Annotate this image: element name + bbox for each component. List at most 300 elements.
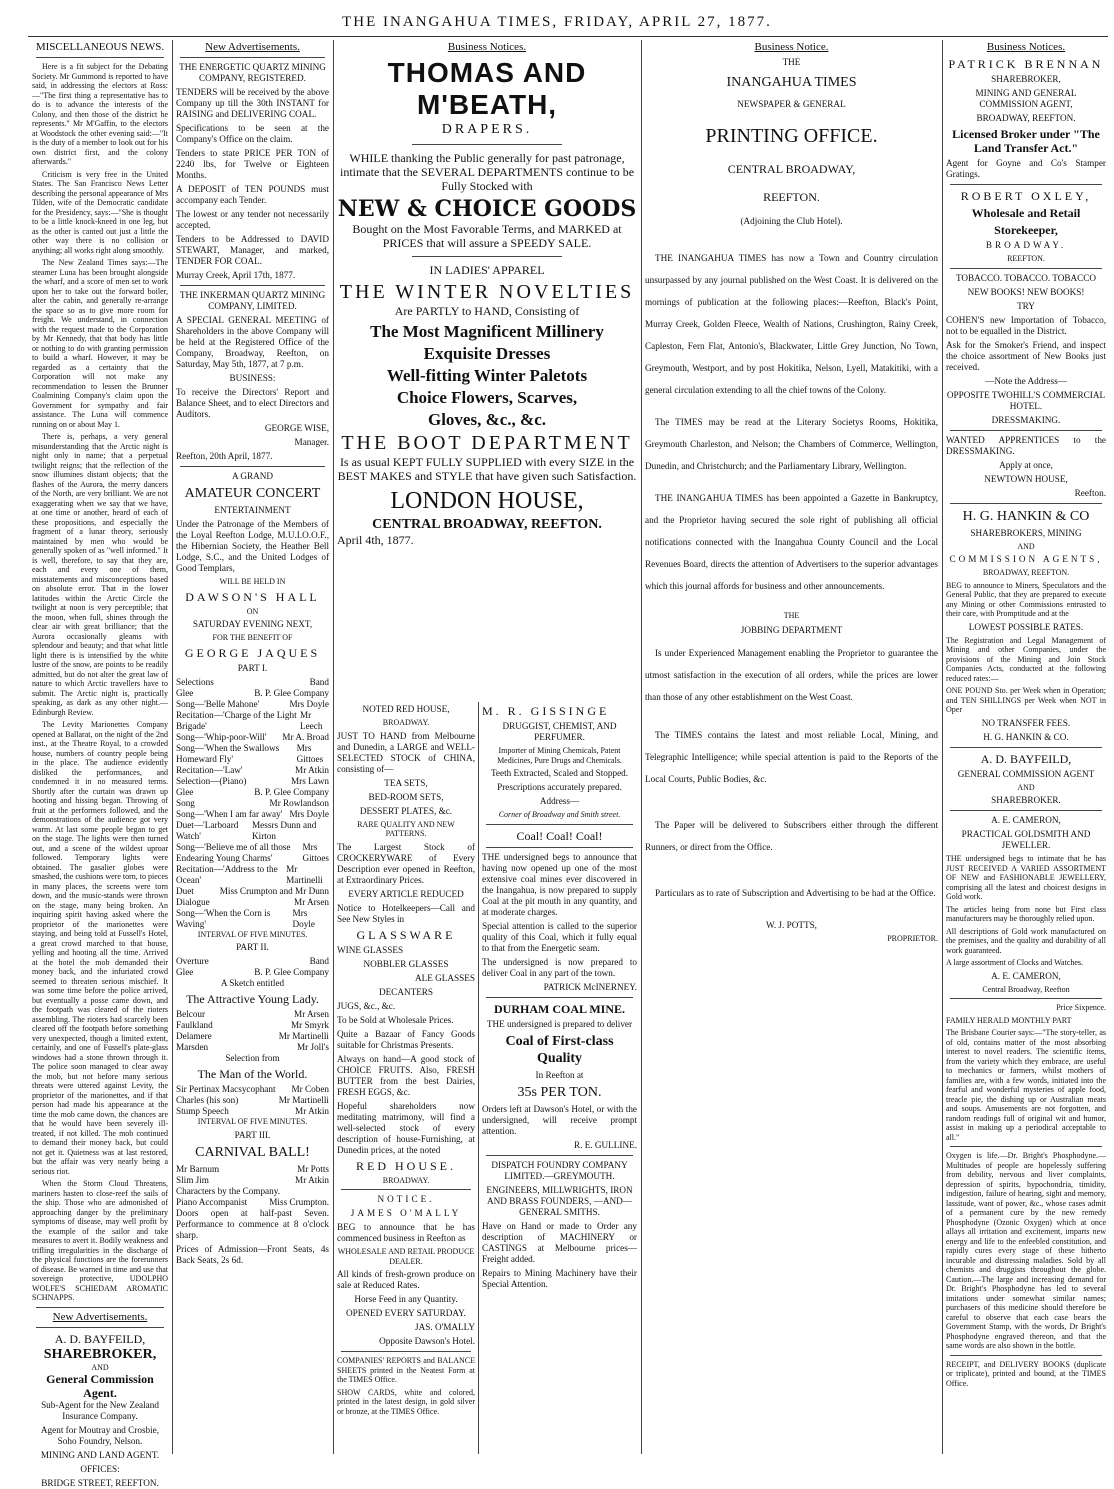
divider bbox=[412, 144, 562, 145]
news-item: Criticism is very free in the United States. The San Francisco News Letter describing the personal appearance of Mrs Tilden, wife of the Democratic candidate for the Presidency, says:—"She is thought to be a little knock-kneed in one leg, but as the other is canted out just a little the other way there is no collision or anything; all works right along smoothly. bbox=[32, 169, 168, 255]
advert-text: BROADWAY, REEFTON. bbox=[982, 568, 1070, 577]
advert-signature: Central Broadway, Reefton bbox=[982, 984, 1070, 994]
advert-text: All kinds of fresh-grown produce on sale at Reduced Rates. bbox=[337, 1269, 475, 1290]
programme-row bbox=[176, 886, 329, 897]
divider bbox=[36, 1327, 164, 1328]
column-times-notice bbox=[645, 40, 938, 1454]
news-item: The New Zealand Times says:—The steamer Luna has been brought alongside the wharf, and a score of men set to work upon her to take out the forward boiler, alter the cabin, and generally re-arrange the space so as to give more room for freight. We understand, in connection with the request made to the Corporation by Mr Kennedy, that that body has little or nothing to do with granting permission to build a wharf. However, it may be regarded as a certainty that the Corporation will not make any recommendation to lessen the Brunner Coalmining Company's claim upon the Government for sympathy and fair assistance. The Luna will commence running on or about May 1. bbox=[32, 258, 168, 429]
advert-heading: A. D. BAYFEILD, bbox=[980, 751, 1072, 766]
advert-heading: ENGINEERS, MILLWRIGHTS, IRON AND BRASS FOUNDERS, —AND— GENERAL SMITHS. bbox=[486, 1184, 633, 1217]
advert-text: TEA SETS, bbox=[384, 777, 428, 788]
programme-text: Prices of Admission—Front Seats, 4s Back Seats, 2s 6d. bbox=[176, 1243, 329, 1265]
programme-row bbox=[176, 967, 329, 978]
programme-item: Dialogue bbox=[176, 896, 210, 907]
advert-subtitle: General Commission Agent. bbox=[46, 1372, 154, 1400]
advert-text: To receive the Directors' Report and Balance Sheet, and to elect Directors and Auditors. bbox=[176, 387, 329, 419]
advert-text: BEG to announce to Miners, Speculators and the General Public, that they are prepared to execute any Mining or other Commissions entrusted to their care, with Promptitude and at the bbox=[946, 580, 1106, 618]
cast-list bbox=[176, 1009, 329, 1053]
programme-performer: Mr Atkin bbox=[295, 1106, 329, 1116]
advert-text: Murray Creek, April 17th, 1877. bbox=[176, 270, 296, 280]
product-line: Gloves, &c., &c. bbox=[427, 410, 547, 429]
advert-text: The Largest Stock of CROCKERYWARE of Every Description ever opened in Reefton, at Extraordinary Prices. bbox=[337, 841, 475, 885]
advert-heading: SHAREBROKER, bbox=[991, 74, 1061, 84]
programme-performer: Mr A. Broad bbox=[282, 731, 329, 742]
advert-signature: Opposite Dawson's Hotel. bbox=[379, 1336, 475, 1346]
column-divider bbox=[942, 40, 943, 1454]
concert-line: ENTERTAINMENT bbox=[214, 505, 291, 515]
advert-text: THE undersigned is prepared to deliver bbox=[486, 1018, 633, 1029]
programme-item: Belcour bbox=[176, 1009, 206, 1019]
divider bbox=[486, 847, 633, 848]
programme-item: Glee bbox=[176, 786, 194, 797]
advert-line: MINING AND LAND AGENT. bbox=[40, 1450, 160, 1460]
advert-name: A. D. BAYFEILD, bbox=[54, 1331, 146, 1346]
programme-text: A Sketch entitled bbox=[220, 978, 285, 988]
advert-text: Orders left at Dawson's Hotel, or with the undersigned, will receive prompt attention. bbox=[482, 1103, 637, 1136]
advert-text: Are PARTLY to HAND, Consisting of bbox=[394, 304, 580, 318]
programme-item: Song—'When the Corn is Waving' bbox=[176, 907, 271, 929]
programme-row bbox=[176, 1197, 329, 1208]
programme-performer: Mrs Gittoes bbox=[302, 841, 330, 863]
advert-text: THE undersigned begs to announce that having now opened up one of the most extensive coal mines ever discovered in the Inangahua, is now prepared to supply Coal at the pit mouth in any quantity, and at moderate charges. bbox=[482, 851, 637, 917]
concert-venue: DAWSON'S HALL bbox=[185, 589, 320, 604]
advert-text: Address— bbox=[539, 796, 580, 806]
programme-row bbox=[176, 820, 329, 842]
notice-line: THE bbox=[783, 611, 800, 620]
programme-item: Mr Barnum bbox=[176, 1163, 220, 1174]
product-line: The Most Magnificent Millinery bbox=[370, 322, 604, 341]
advert-text: Tenders to state PRICE PER TON of 2240 lbs, for Twelve or Eighteen Months. bbox=[176, 148, 329, 180]
programme-text: Doors open at half-past Seven. Performance to commence at 8 o'clock sharp. bbox=[176, 1207, 329, 1240]
programme-performer: Band bbox=[309, 956, 329, 966]
advert-heading: A. E. CAMERON, bbox=[991, 815, 1061, 825]
programme-item: Selection—(Piano) bbox=[176, 775, 247, 786]
programme-performer: Mr Joll's bbox=[296, 1042, 329, 1052]
programme-row bbox=[176, 1164, 329, 1175]
concert-beneficiary: GEORGE JAQUES bbox=[184, 645, 321, 660]
advert-text: WINE GLASSES bbox=[337, 944, 404, 955]
news-item: When the Storm Cloud Threatens, mariners hasten to close-reef the sails of the ship. Those who are admonished of approaching danger by the preliminary symptoms of disease, may well profit by the example of the sailor and take measures to avert it. Bodily weakness and trifling irregularities in the discharge of the physical functions are the forerunners of disease. Be warned in time and use that sovereign protective, UDOLPHO WOLFE'S SCHIEDAM AROMATIC SCHNAPPS. bbox=[32, 1179, 168, 1302]
programme-row bbox=[176, 798, 329, 809]
programme-item: Characters by the Company. bbox=[176, 1185, 281, 1196]
advert-text: COHEN'S new Importation of Tobacco, not to be equalled in the District. bbox=[946, 314, 1106, 336]
divider bbox=[950, 810, 1102, 811]
programme-interval: INTERVAL OF FIVE MINUTES. bbox=[197, 1117, 308, 1126]
programme-row bbox=[176, 677, 329, 688]
concert-line: FOR THE BENEFIT OF bbox=[212, 633, 293, 642]
programme-row bbox=[176, 1031, 329, 1042]
column-divider bbox=[478, 702, 479, 1454]
advert-text: Quite a Bazaar of Fancy Goods suitable for Christmas Presents. bbox=[337, 1028, 475, 1050]
advert-text: Prescriptions accurately prepared. bbox=[497, 782, 622, 792]
programme-performer: B. P. Glee Company bbox=[254, 687, 329, 698]
advert-text: SHAREBROKERS, MINING bbox=[970, 527, 1082, 538]
programme-item: Song—'Whip-poor-Will' bbox=[176, 731, 267, 742]
advert-heading: DURHAM COAL MINE. bbox=[494, 1001, 625, 1016]
advert-text: Bought on the Most Favorable Terms, and MARKED at PRICES that will assure a SPEEDY SALE. bbox=[352, 222, 622, 250]
advert-heading: M. R. GISSINGE bbox=[482, 704, 610, 718]
advert-line: BRIDGE STREET, REEFTON. bbox=[41, 1478, 159, 1488]
advert-text: WANTED APPRENTICES to the DRESSMAKING. bbox=[946, 434, 1106, 456]
programme-performer: Mr Arsen bbox=[294, 896, 329, 907]
advert-text: Importer of Mining Chemicals, Patent Medicines, Pure Drugs and Chemicals. bbox=[497, 746, 622, 765]
section-header: New Advertisements. bbox=[52, 1310, 148, 1323]
programme-text: Selection from bbox=[225, 1053, 280, 1063]
programme-item: Song bbox=[176, 797, 195, 808]
programme-item: Recitation—'Address to the Ocean' bbox=[176, 863, 278, 885]
advert-heading: H. G. HANKIN & CO bbox=[962, 508, 1090, 524]
news-item: Here is a fit subject for the Debating Society. Mr Gummond is reported to have said, in addressing the electors at Ross:—"The first thing a representative has to do is to advance the interests of the Colony, and then those of the district he represents." Mr M'Gaffin, to the electors at Woodstock the other evening said:—"It is the duty of a member to look out for his own district first, and the colony afterwards." bbox=[32, 62, 168, 166]
advert-text: Have on Hand or made to Order any description of MACHINERY or CASTINGS at Melbourne prices—Freight added. bbox=[482, 1220, 637, 1264]
advert-line: OFFICES: bbox=[80, 1464, 120, 1474]
concert-text: Under the Patronage of the Members of the Loyal Reefton Lodge, M.U.I.O.O.F., the Hibernian Society, the Heather Bell Lodge, S.C., and the United Lodges of Good Templars, bbox=[176, 519, 329, 573]
advert-text: Price Sixpence. bbox=[1056, 1003, 1106, 1012]
advert-heading: DRUGGIST, CHEMIST, AND PERFUMER. bbox=[502, 721, 617, 742]
programme-item: Recitation—'Law' bbox=[176, 764, 243, 775]
programme-performer: Mr Atkin bbox=[295, 1174, 329, 1185]
advert-text: OPENED EVERY SATURDAY. bbox=[346, 1308, 466, 1318]
programme-item: Recitation—'Charge of the Light Brigade' bbox=[176, 709, 297, 731]
programme-part: PART III. bbox=[234, 1129, 271, 1140]
advert-heading: THE ENERGETIC QUARTZ MINING COMPANY, REGISTERED. bbox=[179, 62, 326, 83]
advert-line: Sub-Agent for the New Zealand Insurance Company. bbox=[41, 1400, 159, 1421]
advert-heading: ROBERT OXLEY, bbox=[960, 189, 1092, 203]
advert-heading: Licensed Broker under "The Land Transfer Act." bbox=[952, 127, 1100, 155]
programme-performer: Messrs Dunn and Kirton bbox=[252, 819, 317, 841]
advert-text: SHAREBROKER. bbox=[991, 795, 1061, 805]
programme-row bbox=[176, 765, 329, 776]
advert-text: DECANTERS bbox=[378, 986, 434, 997]
masthead bbox=[0, 0, 1114, 40]
advert-text: LOWEST POSSIBLE RATES. bbox=[968, 621, 1084, 632]
divider bbox=[950, 184, 1102, 185]
advert-signature: A. E. CAMERON, bbox=[991, 970, 1061, 981]
notice-text: THE INANGAHUA TIMES has been appointed a Gazette in Bankruptcy, and the Proprietor having secured the sole right of publishing all official notifications connected with the Inangahua County Council and the Local Revenues Board, directs the attention of Advertisers to the superior advantages which this journal affords for business and other announcements. bbox=[645, 493, 938, 591]
column-druggist-coal bbox=[482, 704, 637, 1454]
advert-text: BED-ROOM SETS, bbox=[368, 791, 444, 802]
column-business-notices-drapers bbox=[337, 40, 637, 702]
divider bbox=[950, 1355, 1102, 1356]
advert-signature: JAS. O'MALLY bbox=[415, 1322, 475, 1332]
advert-date: April 4th, 1877. bbox=[337, 533, 414, 547]
programme-performer: Miss Crumpton. bbox=[269, 1196, 329, 1207]
advert-heading: FAMILY HERALD MONTHLY PART bbox=[946, 1015, 1072, 1025]
advert-heading: THE INKERMAN QUARTZ MINING COMPANY, LIMITED. bbox=[179, 290, 326, 311]
advert-heading: NOTICE. bbox=[377, 1194, 435, 1204]
advert-text: OPPOSITE TWOHILL'S COMMERCIAL HOTEL. bbox=[946, 389, 1106, 411]
divider bbox=[180, 285, 325, 286]
firm-trade: DRAPERS. bbox=[441, 122, 533, 137]
advert-text: Oxygen is life.—Dr. Bright's Phosphodyne.—Multitudes of people are hopelessly suffering from debility, nervous and liver complaints, depression of spirits, hypochondria, timidity, indigestion, failure of hearing, sight and memory, lassitude, want of power, &c., whose cases admit of a permanent cure by the new remedy Phosphodyne (Ozonic Oxygen) which at once allays all irritation and excitement, imparts new energy and life to the enfeebled constitution, and rapidly cures every stage of these hitherto incurable and distressing maladies. Sold by all chemists and druggists throughout the globe. Caution.—The large and increasing demand for Dr. Bright's Phosphodyne has led to several imitations under somewhat similar names; purchasers of this medicine should therefore be careful to observe that each case bears the Government Stamp, with the words, Dr Bright's Phosphodyne engraved thereon, and that the same words are also shown in the bottle. bbox=[946, 1151, 1106, 1350]
column-red-house bbox=[337, 704, 475, 1454]
programme-performer: Miss Crumpton and Mr Dunn bbox=[219, 885, 329, 896]
advert-text: WHOLESALE AND RETAIL PRODUCE DEALER. bbox=[337, 1247, 475, 1266]
advert-text: Reefton, 20th April, 1877. bbox=[176, 451, 273, 461]
programme-row bbox=[176, 897, 329, 908]
advert-text: All descriptions of Gold work manufactured on the premises, and the quality and durability of all work guaranteed. bbox=[946, 926, 1106, 955]
advert-text: COMMISSION AGENTS, bbox=[949, 554, 1103, 564]
advert-text: The Brisbane Courier says:—"The story-teller, as of old, contains matter of the most absorbing interest to novel readers. The scientific items, from the variety which they embrace, are useful to mechanics or farmers, whilst mothers of families are, with a few words, initiated into the fearful and wonderful mysteries of apple food, treacle pie, the dishing up or Australian meats and soups. Amusements are not forgotten, and random readings full of original wit and humor, assist in making up a periodical acceptable to all." bbox=[946, 1028, 1106, 1142]
divider bbox=[950, 503, 1102, 504]
programme-list bbox=[176, 956, 329, 978]
firm-name: THOMAS AND M'BEATH, bbox=[387, 57, 587, 120]
programme-item: Charles (his son) bbox=[176, 1095, 239, 1105]
programme-item: Sir Pertinax Macsycophant bbox=[176, 1084, 276, 1094]
advert-text: THE undersigned begs to intimate that he has JUST RECEIVED A VARIED ASSORTMENT OF NEW and FASHIONABLE JEWELLERY, comprising all the latest and choicest designs in Gold work. bbox=[946, 854, 1106, 901]
column-divider bbox=[641, 40, 642, 1454]
advert-text: BROADWAY, REEFTON. bbox=[976, 113, 1076, 123]
programme-item: Faulkland bbox=[176, 1020, 213, 1030]
section-header: Business Notices. bbox=[986, 41, 1066, 53]
column-divider bbox=[172, 40, 173, 1454]
divider bbox=[950, 747, 1102, 748]
advert-text: Reefton. bbox=[1074, 487, 1106, 498]
notice-text: The TIMES may be read at the Literary Societys Rooms, Hokitika, Greymouth Charleston, and Nelson; the Chambers of Commerce, Wellington, Dunedin, and Christchurch; and the Parliamentary Library, Wellington. bbox=[645, 417, 938, 471]
advert-text: BROADWAY. bbox=[985, 240, 1067, 250]
divider bbox=[180, 57, 325, 58]
notice-text: The TIMES contains the latest and most reliable Local, Mining, and Telegraphic Intelligence; while special attention is paid to the Reports of the Local Courts, Public Bodies, &c. bbox=[645, 729, 938, 784]
divider bbox=[36, 1307, 164, 1308]
news-item: There is, perhaps, a very general misunderstanding that the Arctic night is night only in name; that a perpetual twilight reigns; that the reflection of the snow illumines distant objects; that the flashes of the Aurora, the merry dancers of the North, are very brilliant. We are not exaggerating when we say that we have, at one time or another, heard of each of these propositions, and especially the fragment of a lunar theory, seriously maintained by men who would be generally spoken of as "well informed." It is well, therefore, to say that they are, each and every one of them, misstatements and misconceptions based on absolute error. That in the lower latitudes within the Arctic Circle the twilight at noon is very perceptible; that the moon, when full, shines through the clear air with great brilliance; that the Aurora occasionally gleams with splendour and beauty; and that what little light there is is intensified by the white lustre of the snow, are points to be readily admitted, but do not alter the great law of nature to which Arctic travellers have to submit. The Arctic night is, practically speaking, as dark as any other night.—Edinburgh Review. bbox=[32, 432, 168, 717]
column-divider bbox=[333, 40, 334, 1454]
cast-list bbox=[176, 1084, 329, 1106]
column-new-advertisements bbox=[176, 40, 329, 1454]
programme-row bbox=[176, 1009, 329, 1020]
column-miscellaneous-news bbox=[32, 40, 168, 1488]
advert-text: ALE GLASSES bbox=[415, 972, 475, 983]
notice-title: INANGAHUA TIMES bbox=[726, 75, 857, 90]
programme-title: The Man of the World. bbox=[197, 1067, 308, 1081]
advert-heading: 35s PER TON. bbox=[517, 1084, 602, 1100]
store-address: CENTRAL BROADWAY, REEFTON. bbox=[372, 517, 602, 532]
programme-row bbox=[176, 1095, 329, 1106]
programme-row bbox=[176, 1186, 329, 1197]
advert-line: Agent for Moutray and Crosbie, Soho Foundry, Nelson. bbox=[40, 1425, 160, 1446]
advert-text: NO TRANSFER FEES. bbox=[981, 717, 1071, 728]
column-business-notices bbox=[946, 40, 1106, 1454]
advert-heading: NEW BOOKS! NEW BOOKS! bbox=[967, 286, 1085, 297]
programme-title: The Attractive Young Lady. bbox=[186, 992, 319, 1006]
programme-row bbox=[176, 1106, 329, 1117]
store-name: LONDON HOUSE, bbox=[390, 488, 584, 514]
divider bbox=[412, 256, 562, 257]
programme-row bbox=[176, 787, 329, 798]
advert-text: AND bbox=[1017, 541, 1035, 551]
concert-line: WILL BE HELD IN bbox=[219, 577, 286, 586]
advert-text: A large assortment of Clocks and Watches. bbox=[946, 958, 1084, 967]
programme-performer: Mrs Doyle bbox=[289, 698, 329, 709]
concert-line: ON bbox=[246, 606, 259, 616]
programme-row bbox=[176, 908, 329, 930]
advert-text: REEFTON. bbox=[1007, 254, 1045, 263]
programme-performer: Mr Potts bbox=[297, 1163, 329, 1174]
advert-text: COMPANIES' REPORTS and BALANCE SHEETS printed in the Neatest Form at the TIMES Office. bbox=[337, 1356, 475, 1384]
advert-text: A DEPOSIT of TEN POUNDS must accompany each Tender. bbox=[176, 184, 329, 205]
programme-row bbox=[176, 842, 329, 864]
advert-text: DESSERT PLATES, &c. bbox=[359, 805, 453, 816]
advert-signature: Manager. bbox=[294, 437, 329, 447]
advert-text: ONE POUND Sto. per Week when in Operation; and TEN SHILLINGS per Week when NOT in Oper bbox=[946, 686, 1106, 714]
programme-item: Delamere bbox=[176, 1031, 212, 1041]
advert-text: In Reefton at bbox=[535, 1069, 584, 1080]
programme-performer: Mr Martinelli bbox=[286, 863, 323, 885]
advert-text: Ask for the Smoker's Friend, and inspect the choice assortment of New Books just received. bbox=[946, 339, 1106, 372]
advert-text: Corner of Broadway and Smith street. bbox=[498, 810, 621, 819]
programme-list bbox=[176, 677, 329, 930]
programme-item: Song—'When I am far away' bbox=[176, 808, 283, 819]
advert-text: Always on hand—A good stock of CHOICE FRUITS. Also, FRESH BUTTER from the best Dairies, FRESH EGGS, &c. bbox=[337, 1053, 475, 1097]
advert-text: Specifications to be seen at the Company's Office on the claim. bbox=[176, 123, 329, 144]
advert-heading: GLASSWARE bbox=[356, 927, 456, 942]
concert-line: A GRAND bbox=[231, 471, 274, 481]
advert-text: The lowest or any tender not necessarily accepted. bbox=[176, 209, 329, 230]
concert-title: AMATEUR CONCERT bbox=[184, 486, 321, 501]
notice-signature: PROPRIETOR. bbox=[887, 933, 938, 943]
divider bbox=[341, 1351, 471, 1352]
programme-performer: B. P. Glee Company bbox=[254, 786, 329, 797]
notice-text: THE INANGAHUA TIMES has now a Town and Country circulation unsurpassed by any journal published on the West Coast. It is delivered on the mornings of publication at the following places:—Reefton, Black's Point, Murray Creek, Golden Fleece, Wealth of Nations, Crushington, Rainy Creek, Capleston, Fern Flat, Antonio's, Blackwater, Little Grey Junction, No Town, Greymouth, Westport, and by post Hokitika, Nelson, Lyell, Matakitiki, with a general circulation extending to all the chief towns of the Colony. bbox=[645, 253, 938, 395]
programme-performer: Mr Smyrk bbox=[290, 1020, 329, 1030]
advert-text: NEWTOWN HOUSE, bbox=[984, 473, 1068, 484]
advert-text: EVERY ARTICLE REDUCED bbox=[348, 888, 464, 899]
advert-and: AND bbox=[91, 1362, 109, 1372]
notice-line: NEWSPAPER & GENERAL bbox=[737, 99, 846, 109]
advert-signature: GEORGE WISE, bbox=[264, 423, 329, 433]
advert-text: SHOW CARDS, white and colored, printed in the latest design, in gold silver or bronze, at the TIMES Office. bbox=[337, 1387, 475, 1416]
programme-performer: B. P. Glee Company bbox=[254, 967, 329, 977]
advert-heading: PRACTICAL GOLDSMITH AND JEWELLER. bbox=[961, 829, 1091, 850]
notice-line: THE bbox=[782, 57, 801, 67]
programme-performer: Mr Martinelli bbox=[278, 1031, 329, 1041]
programme-item: Song—'Belle Mahone' bbox=[176, 698, 260, 709]
programme-item: Duet—'Larboard Watch' bbox=[176, 819, 239, 841]
programme-performer: Band bbox=[309, 676, 329, 687]
notice-text: The Paper will be delivered to Subscribers either through the different Runners, or direct from the Office. bbox=[645, 819, 938, 852]
section-header: Business Notice. bbox=[754, 41, 829, 53]
advert-heading: Storekeeper, bbox=[994, 223, 1058, 237]
advert-signature: R. E. GULLINE. bbox=[573, 1139, 637, 1150]
advert-text: Notice to Hotelkeepers—Call and See New Styles in bbox=[337, 902, 475, 924]
divider bbox=[486, 824, 633, 825]
programme-item: Overture bbox=[176, 956, 209, 966]
programme-row bbox=[176, 1042, 329, 1053]
advert-text: GENERAL COMMISSION AGENT bbox=[957, 768, 1095, 779]
product-line: Well-fitting Winter Paletots bbox=[386, 366, 588, 385]
advert-text: A SPECIAL GENERAL MEETING of Shareholders in the above Company will be held at the Registered Office of the Company, Broadway, Reefton, on Saturday, May 5th, 1877, at 7 p.m. bbox=[176, 315, 329, 369]
programme-performer: Mr Martinelli bbox=[278, 1095, 329, 1105]
divider bbox=[486, 1155, 633, 1156]
notice-line: REEFTON. bbox=[763, 190, 820, 204]
advert-text: WHILE thanking the Public generally for past patronage, intimate that the SEVERAL DEPARTMENTS continue to be Fully Stocked with bbox=[339, 151, 635, 193]
advert-text: JUGS, &c., &c. bbox=[337, 1000, 396, 1011]
advert-text: RECEIPT, and DELIVERY BOOKS (duplicate or triplicate), printed and bound, at the TIMES Office. bbox=[946, 1359, 1106, 1388]
advert-text: Repairs to Mining Machinery have their Special Attention. bbox=[482, 1267, 637, 1289]
programme-performer: Mrs Gittoes bbox=[296, 742, 324, 764]
divider bbox=[36, 57, 164, 58]
programme-item: Glee bbox=[176, 967, 194, 977]
programme-row bbox=[176, 732, 329, 743]
divider bbox=[486, 997, 633, 998]
divider bbox=[950, 998, 1102, 999]
advert-heading: RED HOUSE. bbox=[355, 1158, 456, 1173]
advert-heading: DRESSMAKING. bbox=[991, 414, 1061, 425]
advert-text: MINING AND GENERAL COMMISSION AGENT, bbox=[975, 88, 1077, 109]
advert-text: Apply at once, bbox=[999, 459, 1053, 470]
advert-text: Special attention is called to the superior quality of this Coal, which it fully equal to that from the Energetic seam. bbox=[482, 920, 637, 953]
programme-performer: Mrs Lawn bbox=[290, 775, 329, 786]
advert-text: Tenders to be Addressed to DAVID STEWART, Manager, and marked, TENDER FOR COAL. bbox=[176, 234, 329, 266]
programme-row bbox=[176, 743, 329, 765]
programme-performer: Mrs Doyle bbox=[292, 907, 315, 929]
advert-text: The Registration and Legal Management of Mining and other Companies, under the provisions of the Mining and Join Stock Companies Acts, conducted at the following reduced rates:— bbox=[946, 635, 1106, 683]
advert-text: BUSINESS: bbox=[229, 373, 276, 383]
programme-row bbox=[176, 776, 329, 787]
notice-line: CENTRAL BROADWAY, bbox=[727, 162, 856, 176]
notice-signature: W. J. POTTS, bbox=[766, 919, 817, 930]
advert-title: SHAREBROKER, bbox=[43, 1346, 157, 1362]
cast-list bbox=[176, 1164, 329, 1197]
advert-text: To be Sold at Wholesale Prices. bbox=[337, 1014, 454, 1025]
programme-part: PART I. bbox=[237, 662, 268, 673]
notice-text: Is under Experienced Management enabling the Proprietor to guarantee the utmost satisfaction in the execution of all orders, while the prices are lower than those of any other establishment on the West Coast. bbox=[645, 647, 938, 702]
advert-text: Teeth Extracted, Scaled and Stopped. bbox=[490, 768, 629, 778]
programme-row bbox=[176, 1084, 329, 1095]
programme-part: PART II. bbox=[236, 942, 269, 952]
advert-text: AND bbox=[1017, 782, 1035, 792]
advert-heading: IN LADIES' APPAREL bbox=[429, 263, 545, 277]
section-header: New Advertisements. bbox=[205, 41, 300, 53]
advert-text: TRY bbox=[1017, 300, 1035, 311]
advert-text: —Note the Address— bbox=[985, 375, 1067, 386]
programme-interval: INTERVAL OF FIVE MINUTES. bbox=[197, 929, 308, 939]
programme-row bbox=[176, 809, 329, 820]
advert-heading: Coal of First-class Quality bbox=[505, 1033, 614, 1066]
advert-text: JUST TO HAND from Melbourne and Dunedin, a LARGE and WELL-SELECTED STOCK of CHINA, consisting of— bbox=[337, 730, 475, 774]
section-header: Business Notices. bbox=[447, 41, 527, 53]
programme-item: Duet bbox=[176, 885, 194, 896]
newspaper-title: THE INANGAHUA TIMES, FRIDAY, APRIL 27, 1877. bbox=[342, 14, 772, 30]
advert-text: RARE QUALITY AND NEW PATTERNS. bbox=[357, 819, 455, 838]
advert-signature: PATRICK McINERNEY. bbox=[543, 981, 637, 992]
notice-line: (Adjoining the Club Hotel). bbox=[740, 216, 843, 226]
advert-text: Hopeful shareholders now meditating matrimony, will find a well-selected stock of every description of house-Furnishing, at Dunedin prices, at the noted bbox=[337, 1100, 475, 1155]
divider bbox=[180, 466, 325, 467]
programme-row bbox=[176, 956, 329, 967]
advert-text: TENDERS will be received by the above Company up till the 30th INSTANT for RAISING and DELIVERING COAL. bbox=[176, 87, 329, 119]
advert-heading: Wholesale and Retail bbox=[971, 206, 1081, 220]
programme-row bbox=[176, 688, 329, 699]
advert-heading: NOTED RED HOUSE, bbox=[362, 704, 450, 714]
advert-text: NOBBLER GLASSES bbox=[363, 958, 449, 969]
programme-item: Song—'When the Swallows Homeward Fly' bbox=[176, 742, 280, 764]
advert-text: Agent for Goyne and Co's Stamper Gratings. bbox=[946, 158, 1106, 179]
divider bbox=[950, 1146, 1102, 1147]
programme-performer: Mr Arsen bbox=[294, 1009, 329, 1019]
advert-text: The undersigned is now prepared to deliver Coal in any part of the town. bbox=[482, 956, 637, 978]
concert-line: SATURDAY EVENING NEXT, bbox=[192, 619, 313, 629]
programme-item: Stump Speech bbox=[176, 1106, 229, 1116]
advert-heading: BROADWAY. bbox=[382, 1175, 430, 1185]
programme-item: Piano Accompanist bbox=[176, 1196, 248, 1207]
programme-performer: Mr Atkin bbox=[295, 764, 329, 775]
advert-heading: BROADWAY. bbox=[382, 718, 430, 727]
programme-item: Glee bbox=[176, 687, 194, 698]
programme-performer: Mr Rowlandson bbox=[269, 797, 329, 808]
section-header: MISCELLANEOUS NEWS. bbox=[35, 41, 165, 53]
programme-row bbox=[176, 1020, 329, 1031]
programme-row bbox=[176, 710, 329, 732]
notice-text: Particulars as to rate of Subscription and Advertising to be had at the Office. bbox=[655, 887, 936, 898]
